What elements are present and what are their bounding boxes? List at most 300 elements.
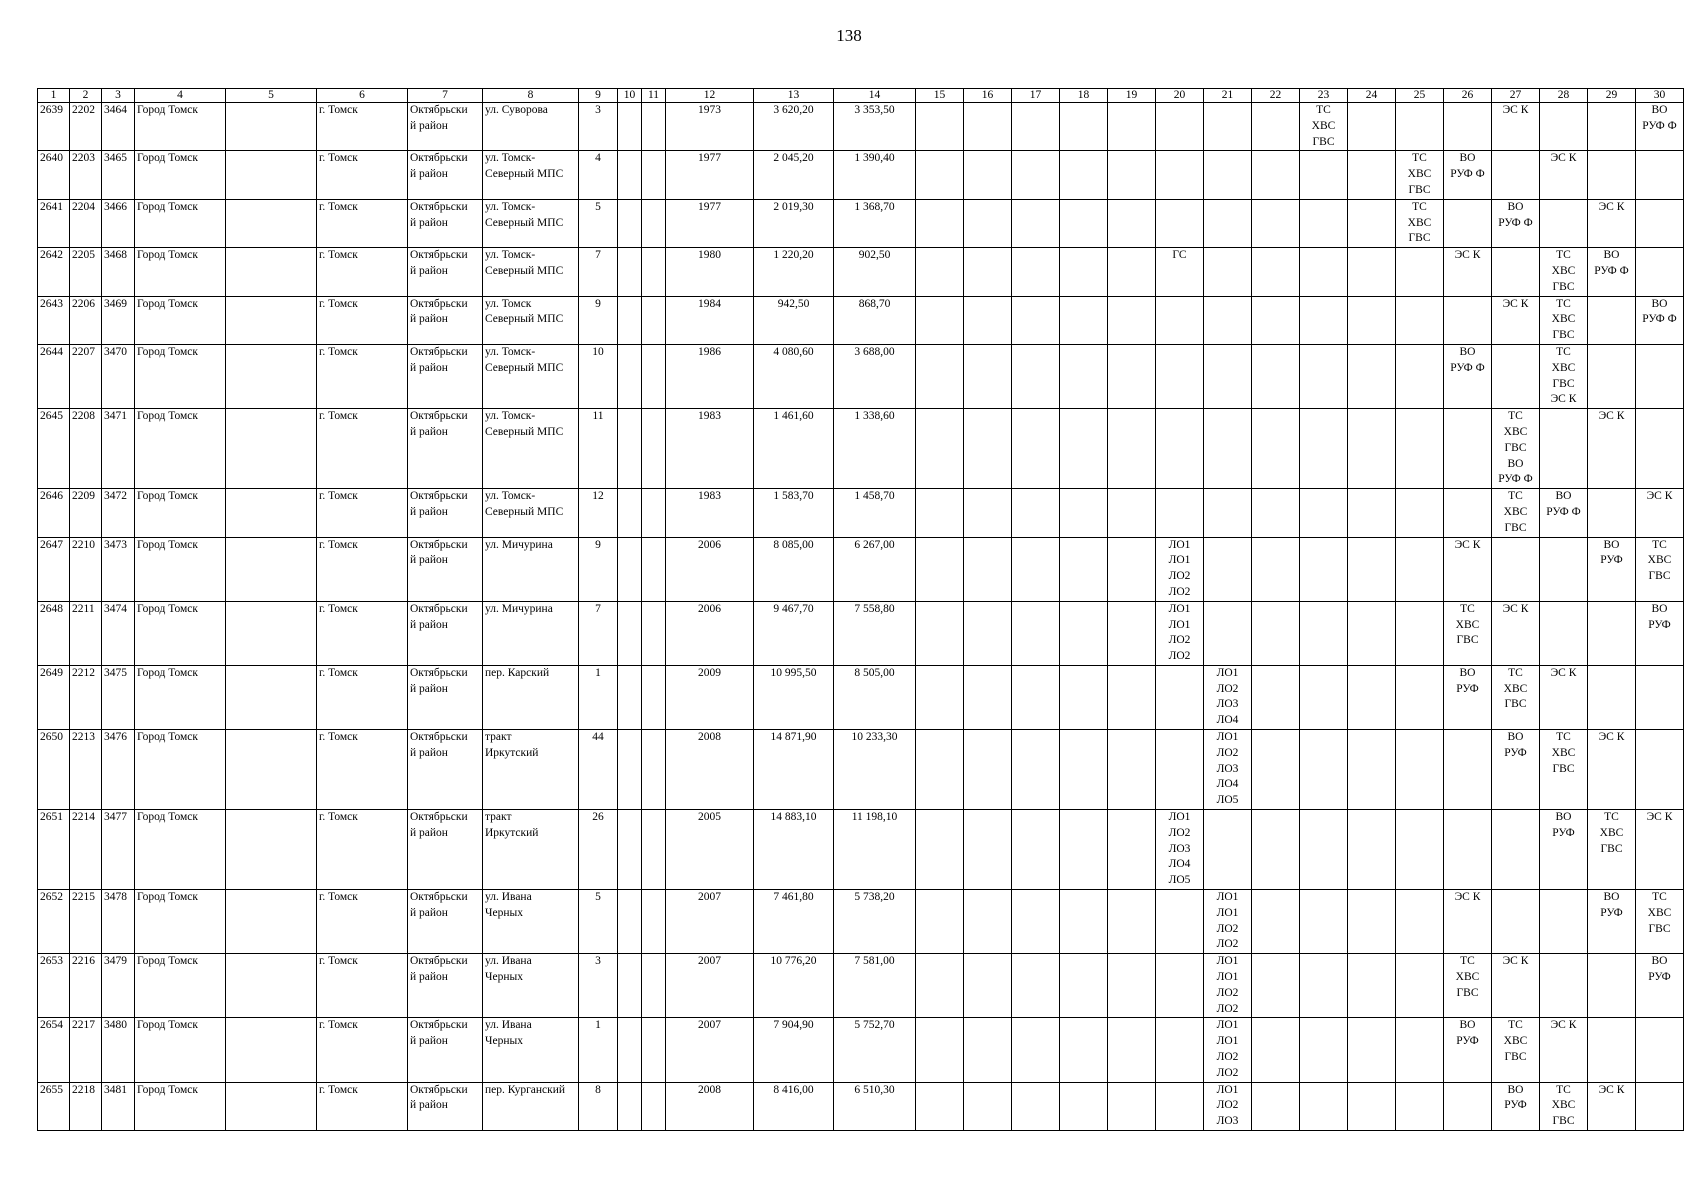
table-cell: ВО РУФ Ф: [1588, 248, 1636, 296]
table-cell: [1012, 344, 1060, 408]
table-cell: ЭС К: [1636, 810, 1684, 890]
table-cell: [916, 296, 964, 344]
table-cell: [1252, 537, 1300, 601]
table-cell: 1983: [666, 409, 754, 489]
table-cell: [916, 489, 964, 537]
table-cell: Город Томск: [135, 248, 226, 296]
table-cell: [964, 730, 1012, 810]
table-cell: [226, 810, 317, 890]
column-header: 6: [317, 89, 408, 103]
table-cell: ЛО1 ЛО1 ЛО2 ЛО2: [1204, 1018, 1252, 1082]
table-cell: [1300, 248, 1348, 296]
table-cell: [1348, 103, 1396, 151]
table-cell: [1348, 344, 1396, 408]
table-cell: [1156, 665, 1204, 729]
table-row: [38, 199, 1684, 247]
table-cell: 5 738,20: [834, 890, 916, 954]
column-header: 21: [1204, 89, 1252, 103]
table-cell: [642, 409, 666, 489]
table-cell: [1108, 199, 1156, 247]
table-cell: 3466: [102, 199, 135, 247]
table-cell: 868,70: [834, 296, 916, 344]
column-header: 10: [618, 89, 642, 103]
table-cell: ЭС К: [1588, 409, 1636, 489]
table-cell: [964, 296, 1012, 344]
table-cell: 5: [579, 199, 618, 247]
table-row: [38, 601, 1684, 665]
table-cell: 2213: [70, 730, 102, 810]
table-cell: 3481: [102, 1082, 135, 1130]
table-cell: [1060, 601, 1108, 665]
table-cell: 3 688,00: [834, 344, 916, 408]
table-cell: [916, 537, 964, 601]
table-cell: Октябрьски й район: [408, 489, 483, 537]
column-header: 17: [1012, 89, 1060, 103]
table-cell: [642, 810, 666, 890]
page-number: 138: [836, 26, 862, 45]
column-header: 7: [408, 89, 483, 103]
table-cell: [1636, 1082, 1684, 1130]
table-cell: [1060, 409, 1108, 489]
table-cell: [1300, 601, 1348, 665]
table-cell: [618, 103, 642, 151]
table-cell: [1300, 1082, 1348, 1130]
table-cell: [1492, 151, 1540, 199]
table-cell: ул. Томск- Северный МПС: [483, 151, 579, 199]
table-cell: 14 871,90: [754, 730, 834, 810]
table-cell: 942,50: [754, 296, 834, 344]
table-cell: ЭС К: [1636, 489, 1684, 537]
table-cell: [1636, 199, 1684, 247]
table-cell: 1 368,70: [834, 199, 916, 247]
table-cell: [1348, 890, 1396, 954]
table-cell: 2007: [666, 1018, 754, 1082]
column-header: 12: [666, 89, 754, 103]
table-cell: [1588, 296, 1636, 344]
table-cell: ЛО1 ЛО1 ЛО2 ЛО2: [1156, 537, 1204, 601]
column-header: 13: [754, 89, 834, 103]
table-cell: 10: [579, 344, 618, 408]
table-cell: [1204, 248, 1252, 296]
table-cell: Город Томск: [135, 199, 226, 247]
table-cell: 7 581,00: [834, 954, 916, 1018]
table-cell: пер. Курганский: [483, 1082, 579, 1130]
table-cell: [1444, 199, 1492, 247]
table-cell: Город Томск: [135, 409, 226, 489]
table-cell: ЛО1 ЛО2 ЛО3 ЛО4 ЛО5: [1204, 730, 1252, 810]
table-cell: ЛО1 ЛО1 ЛО2 ЛО2: [1204, 890, 1252, 954]
table-cell: 2203: [70, 151, 102, 199]
table-cell: [1396, 537, 1444, 601]
table-cell: [1300, 199, 1348, 247]
table-cell: [618, 151, 642, 199]
table-cell: 1 461,60: [754, 409, 834, 489]
table-cell: Город Томск: [135, 537, 226, 601]
table-row: [38, 489, 1684, 537]
column-header: 29: [1588, 89, 1636, 103]
table-cell: 7: [579, 601, 618, 665]
table-cell: ТС ХВС ГВС ВО РУФ Ф: [1492, 409, 1540, 489]
table-cell: г. Томск: [317, 954, 408, 1018]
column-header: 16: [964, 89, 1012, 103]
table-cell: [1204, 103, 1252, 151]
table-cell: [1060, 103, 1108, 151]
table-cell: Город Томск: [135, 730, 226, 810]
table-cell: [1204, 409, 1252, 489]
table-cell: Октябрьски й район: [408, 248, 483, 296]
table-cell: [1636, 409, 1684, 489]
table-cell: [916, 601, 964, 665]
table-cell: ул. Ивана Черных: [483, 890, 579, 954]
table-cell: Город Томск: [135, 489, 226, 537]
table-cell: [1588, 103, 1636, 151]
table-cell: 1: [579, 1018, 618, 1082]
table-cell: 2651: [38, 810, 70, 890]
table-cell: [1348, 954, 1396, 1018]
table-cell: ВО РУФ: [1492, 730, 1540, 810]
table-cell: [1396, 954, 1444, 1018]
column-header: 4: [135, 89, 226, 103]
table-cell: [964, 665, 1012, 729]
table-cell: [1204, 344, 1252, 408]
table-cell: [1252, 890, 1300, 954]
table-cell: Октябрьски й район: [408, 409, 483, 489]
table-cell: ТС ХВС ГВС: [1444, 954, 1492, 1018]
table-row: [38, 810, 1684, 890]
table-cell: 11 198,10: [834, 810, 916, 890]
table-cell: [226, 890, 317, 954]
table-cell: [916, 344, 964, 408]
table-cell: ЛО1 ЛО2 ЛО3: [1204, 1082, 1252, 1130]
table-cell: 9: [579, 537, 618, 601]
table-cell: 9: [579, 296, 618, 344]
column-header: 22: [1252, 89, 1300, 103]
table-cell: ЭС К: [1444, 537, 1492, 601]
table-cell: [1012, 151, 1060, 199]
table-cell: 6 510,30: [834, 1082, 916, 1130]
table-cell: 2641: [38, 199, 70, 247]
table-cell: 3: [579, 954, 618, 1018]
table-cell: [1156, 489, 1204, 537]
table-cell: ТС ХВС ГВС: [1540, 730, 1588, 810]
table-cell: [1444, 296, 1492, 344]
table-cell: [1252, 601, 1300, 665]
table-cell: [1156, 151, 1204, 199]
table-cell: г. Томск: [317, 344, 408, 408]
table-cell: [1060, 248, 1108, 296]
table-cell: [1108, 665, 1156, 729]
table-cell: [1492, 810, 1540, 890]
table-cell: [1540, 537, 1588, 601]
table-cell: Октябрьски й район: [408, 1018, 483, 1082]
table-cell: 1980: [666, 248, 754, 296]
table-cell: [1156, 1018, 1204, 1082]
table-cell: [1348, 199, 1396, 247]
table-cell: 2006: [666, 601, 754, 665]
column-header: 15: [916, 89, 964, 103]
table-cell: [642, 730, 666, 810]
table-cell: ТС ХВС ГВС: [1636, 537, 1684, 601]
table-cell: 2648: [38, 601, 70, 665]
table-cell: г. Томск: [317, 409, 408, 489]
table-cell: [1108, 409, 1156, 489]
table-row: [38, 954, 1684, 1018]
table-cell: [618, 489, 642, 537]
table-cell: [1156, 103, 1204, 151]
table-cell: [1444, 1082, 1492, 1130]
table-cell: ЭС К: [1588, 730, 1636, 810]
table-cell: 3480: [102, 1018, 135, 1082]
table-cell: [1108, 151, 1156, 199]
table-cell: [226, 199, 317, 247]
table-cell: [1636, 344, 1684, 408]
table-cell: [226, 730, 317, 810]
table-cell: [1252, 409, 1300, 489]
table-cell: ЭС К: [1588, 199, 1636, 247]
table-cell: [226, 954, 317, 1018]
table-cell: [226, 296, 317, 344]
table-cell: ул. Томск Северный МПС: [483, 296, 579, 344]
table-cell: [618, 954, 642, 1018]
table-cell: ЭС К: [1444, 248, 1492, 296]
table-cell: [1252, 344, 1300, 408]
table-cell: [1348, 730, 1396, 810]
table-cell: [1012, 810, 1060, 890]
table-cell: ТС ХВС ГВС: [1492, 665, 1540, 729]
column-header: 3: [102, 89, 135, 103]
table-cell: ТС ХВС ГВС: [1396, 199, 1444, 247]
table-cell: [1348, 1082, 1396, 1130]
table-cell: [1204, 601, 1252, 665]
table-cell: [964, 1082, 1012, 1130]
table-cell: ул. Томск- Северный МПС: [483, 489, 579, 537]
table-cell: [1012, 248, 1060, 296]
table-cell: г. Томск: [317, 296, 408, 344]
table-cell: [226, 601, 317, 665]
table-cell: 2208: [70, 409, 102, 489]
table-cell: ВО РУФ: [1444, 1018, 1492, 1082]
table-cell: ЭС К: [1540, 151, 1588, 199]
table-cell: 3 620,20: [754, 103, 834, 151]
table-cell: 11: [579, 409, 618, 489]
table-cell: ул. Мичурина: [483, 537, 579, 601]
table-cell: [1300, 730, 1348, 810]
table-cell: 2006: [666, 537, 754, 601]
table-cell: [1300, 954, 1348, 1018]
table-cell: [642, 1082, 666, 1130]
table-cell: ВО РУФ: [1636, 601, 1684, 665]
table-cell: [1540, 954, 1588, 1018]
table-cell: ВО РУФ: [1636, 954, 1684, 1018]
table-cell: [1012, 601, 1060, 665]
table-cell: 2007: [666, 954, 754, 1018]
column-header: 30: [1636, 89, 1684, 103]
table-cell: [1012, 103, 1060, 151]
table-cell: 2005: [666, 810, 754, 890]
table-cell: [1060, 1082, 1108, 1130]
table-cell: 10 776,20: [754, 954, 834, 1018]
table-cell: [642, 890, 666, 954]
table-cell: [1012, 665, 1060, 729]
table-cell: [1252, 1018, 1300, 1082]
table-cell: ТС ХВС ГВС: [1492, 1018, 1540, 1082]
table-cell: 7 558,80: [834, 601, 916, 665]
table-cell: [964, 890, 1012, 954]
table-cell: ТС ХВС ГВС: [1396, 151, 1444, 199]
column-header: 11: [642, 89, 666, 103]
table-cell: г. Томск: [317, 1082, 408, 1130]
table-cell: ЭС К: [1540, 665, 1588, 729]
column-header: 24: [1348, 89, 1396, 103]
table-cell: 2645: [38, 409, 70, 489]
table-cell: [1348, 537, 1396, 601]
column-header: 25: [1396, 89, 1444, 103]
table-cell: [642, 489, 666, 537]
table-cell: [1396, 890, 1444, 954]
table-cell: [1540, 601, 1588, 665]
table-cell: 2007: [666, 890, 754, 954]
table-cell: 2215: [70, 890, 102, 954]
table-cell: [1300, 890, 1348, 954]
table-cell: ул. Ивана Черных: [483, 954, 579, 1018]
table-cell: [1012, 409, 1060, 489]
table-cell: ВО РУФ Ф: [1492, 199, 1540, 247]
table-cell: 2649: [38, 665, 70, 729]
table-cell: ТС ХВС ГВС: [1540, 296, 1588, 344]
table-cell: Город Томск: [135, 151, 226, 199]
table-cell: [642, 665, 666, 729]
table-cell: [1012, 730, 1060, 810]
table-cell: [642, 151, 666, 199]
table-cell: ЛО1 ЛО1 ЛО2 ЛО2: [1156, 601, 1204, 665]
table-cell: [226, 665, 317, 729]
table-cell: Город Томск: [135, 103, 226, 151]
table-cell: Город Томск: [135, 296, 226, 344]
table-cell: [1396, 248, 1444, 296]
table-cell: 3470: [102, 344, 135, 408]
column-header: 26: [1444, 89, 1492, 103]
table-cell: 1984: [666, 296, 754, 344]
table-cell: г. Томск: [317, 151, 408, 199]
table-cell: [1108, 248, 1156, 296]
table-cell: 8 416,00: [754, 1082, 834, 1130]
table-cell: [642, 537, 666, 601]
table-cell: 1973: [666, 103, 754, 151]
table-cell: [618, 601, 642, 665]
table-cell: 4: [579, 151, 618, 199]
table-header: [38, 89, 1684, 103]
table-cell: [1396, 601, 1444, 665]
table-cell: 26: [579, 810, 618, 890]
table-cell: ЛО1 ЛО2 ЛО3 ЛО4 ЛО5: [1156, 810, 1204, 890]
table-cell: [226, 248, 317, 296]
table-cell: [226, 409, 317, 489]
table-cell: ТС ХВС ГВС ЭС К: [1540, 344, 1588, 408]
table-row: [38, 151, 1684, 199]
table-cell: [1108, 296, 1156, 344]
table-cell: Октябрьски й район: [408, 890, 483, 954]
column-header: 9: [579, 89, 618, 103]
table-row: [38, 1018, 1684, 1082]
table-cell: 3468: [102, 248, 135, 296]
table-cell: ЛО1 ЛО1 ЛО2 ЛО2: [1204, 954, 1252, 1018]
column-header: 19: [1108, 89, 1156, 103]
table-cell: [1108, 890, 1156, 954]
table-cell: ЭС К: [1492, 296, 1540, 344]
table-cell: [642, 296, 666, 344]
table-cell: 3471: [102, 409, 135, 489]
table-cell: ВО РУФ: [1588, 537, 1636, 601]
table-cell: 1986: [666, 344, 754, 408]
table-cell: [1204, 537, 1252, 601]
table-cell: [1108, 730, 1156, 810]
table-cell: 1 338,60: [834, 409, 916, 489]
table-cell: [1588, 151, 1636, 199]
table-cell: [226, 1082, 317, 1130]
column-header: 5: [226, 89, 317, 103]
table-cell: [1108, 537, 1156, 601]
table-cell: 2008: [666, 1082, 754, 1130]
table-cell: 1983: [666, 489, 754, 537]
table-cell: [964, 151, 1012, 199]
table-cell: [618, 296, 642, 344]
table-cell: [1540, 199, 1588, 247]
table-cell: 2008: [666, 730, 754, 810]
table-cell: [1300, 409, 1348, 489]
table-cell: Город Томск: [135, 665, 226, 729]
table-cell: [1012, 1082, 1060, 1130]
table-cell: 8 505,00: [834, 665, 916, 729]
table-cell: Октябрьски й район: [408, 103, 483, 151]
table-cell: 2 045,20: [754, 151, 834, 199]
table-cell: [1300, 296, 1348, 344]
table-cell: [1396, 344, 1444, 408]
table-cell: [1108, 103, 1156, 151]
table-cell: [1396, 489, 1444, 537]
table-cell: ЛО1 ЛО2 ЛО3 ЛО4: [1204, 665, 1252, 729]
table-cell: [1060, 537, 1108, 601]
table-cell: пер. Карский: [483, 665, 579, 729]
table-row: [38, 103, 1684, 151]
table-cell: [1012, 489, 1060, 537]
table-cell: г. Томск: [317, 103, 408, 151]
table-cell: 3475: [102, 665, 135, 729]
table-cell: [642, 248, 666, 296]
table-cell: 2643: [38, 296, 70, 344]
table-cell: Октябрьски й район: [408, 1082, 483, 1130]
table-cell: 2207: [70, 344, 102, 408]
table-cell: 8: [579, 1082, 618, 1130]
table-cell: г. Томск: [317, 489, 408, 537]
table-cell: Октябрьски й район: [408, 537, 483, 601]
table-cell: [1012, 890, 1060, 954]
table-cell: 3 353,50: [834, 103, 916, 151]
table-cell: [1588, 344, 1636, 408]
table-cell: [1636, 665, 1684, 729]
table-cell: ул. Ивана Черных: [483, 1018, 579, 1082]
table-cell: 3464: [102, 103, 135, 151]
table-cell: 4 080,60: [754, 344, 834, 408]
table-cell: [1444, 810, 1492, 890]
table-cell: 2650: [38, 730, 70, 810]
table-cell: [1060, 296, 1108, 344]
table-cell: 5 752,70: [834, 1018, 916, 1082]
table-cell: [618, 537, 642, 601]
table-cell: Город Томск: [135, 890, 226, 954]
table-cell: Октябрьски й район: [408, 601, 483, 665]
table-cell: [1540, 409, 1588, 489]
table-cell: Октябрьски й район: [408, 296, 483, 344]
